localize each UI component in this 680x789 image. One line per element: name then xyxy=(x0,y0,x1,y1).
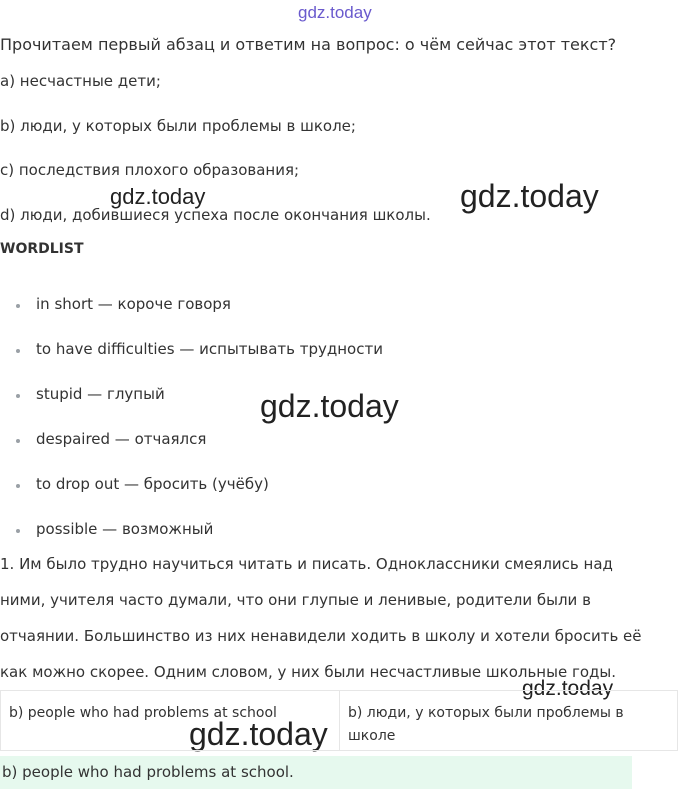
wordlist-item: to drop out — бросить (учёбу) xyxy=(36,475,269,493)
watermark: gdz.today xyxy=(110,184,206,209)
paragraph-line: ними, учителя часто думали, что они глупые и ленивые, родители были в xyxy=(0,591,591,609)
answer-table xyxy=(0,690,678,751)
watermark: gdz.today xyxy=(460,178,599,214)
paragraph-line: отчаянии. Большинство из них ненавидели ходить в школу и хотели бросить её xyxy=(0,627,642,645)
bullet-icon xyxy=(16,529,20,533)
option-a: a) несчастные дети; xyxy=(0,72,161,90)
watermark-top: gdz.today xyxy=(298,3,372,22)
question-text: Прочитаем первый абзац и ответим на вопрос: о чём сейчас этот текст? xyxy=(0,35,617,54)
highlighted-answer: b) people who had problems at school. xyxy=(0,756,632,789)
bullet-icon xyxy=(16,439,20,443)
paragraph-line: 1. Им было трудно научиться читать и писать. Одноклассники смеялись над xyxy=(0,555,613,573)
wordlist-heading: WORDLIST xyxy=(0,241,84,257)
paragraph-line: как можно скорее. Одним словом, у них были несчастливые школьные годы. xyxy=(0,663,616,681)
bullet-icon xyxy=(16,484,20,488)
table-cell-english: b) people who had problems at school xyxy=(1,691,340,750)
bullet-icon xyxy=(16,349,20,353)
table-cell-russian: b) люди, у которых были проблемы в школе xyxy=(348,705,624,744)
wordlist-item: despaired — отчаялся xyxy=(36,430,207,448)
watermark: gdz.today xyxy=(522,677,614,700)
watermark: gdz.today xyxy=(189,716,328,752)
wordlist-item: in short — короче говоря xyxy=(36,295,231,313)
watermark: gdz.today xyxy=(260,388,399,424)
option-c: c) последствия плохого образования; xyxy=(0,161,300,179)
option-b: b) люди, у которых были проблемы в школе; xyxy=(0,117,356,135)
wordlist-item: to have difficulties — испытывать трудности xyxy=(36,340,383,358)
bullet-icon xyxy=(16,394,20,398)
wordlist-item: stupid — глупый xyxy=(36,385,165,403)
bullet-icon xyxy=(16,304,20,308)
option-d: d) люди, добившиеся успеха после окончания школы. xyxy=(0,206,431,224)
wordlist-item: possible — возможный xyxy=(36,520,214,538)
